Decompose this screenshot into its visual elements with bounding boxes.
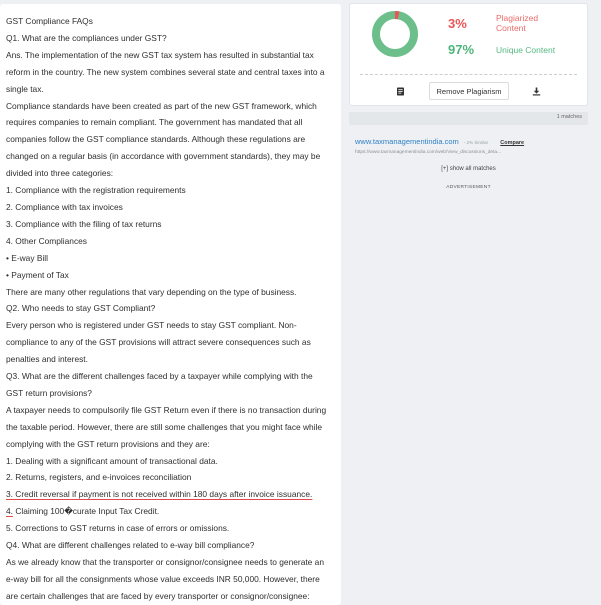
- advertisement-label: ADVERTISEMENT: [446, 185, 491, 190]
- match-item[interactable]: [355, 137, 585, 155]
- download-icon[interactable]: [523, 82, 549, 100]
- document-line: As we already know that the transporter or consignor/consignee needs to generate an: [6, 557, 324, 567]
- document-line: 2. Returns, registers, and e-invoices reconciliation: [6, 472, 192, 483]
- document-line: companies follow the GST compliance standards. Although these regulations are: [6, 134, 306, 145]
- document-text[interactable]: [0, 4, 341, 605]
- document-line: Ans. The implementation of the new GST tax system has resulted in substantial tax: [6, 49, 314, 60]
- remove-plagiarism-button[interactable]: Remove Plagiarism: [429, 82, 509, 100]
- document-line: • Payment of Tax: [6, 269, 69, 280]
- plagiarized-stat: [448, 13, 556, 33]
- show-all-matches-link[interactable]: [+] show all matches: [441, 166, 496, 172]
- document-line: Compliance standards have been created as part of the new GST framework, which: [6, 100, 317, 111]
- document-line: requires companies to remain compliant. The government has mandated that all: [6, 117, 303, 128]
- flagged-fragment: 4.: [6, 506, 13, 517]
- plagiarism-result-card: [349, 3, 588, 106]
- document-line: e-way bill for all the consignments whose value exceeds INR 50,000. However, there: [6, 573, 320, 584]
- document-line: complying with the GST return provisions and they are:: [6, 438, 210, 449]
- unique-label: Unique Content: [496, 44, 556, 55]
- document-line: penalties and interest.: [6, 354, 88, 365]
- document-line: compliance to any of the GST provisions will attract severe consequences such as: [6, 337, 311, 348]
- document-line: the taxable period. However, there are still some challenges that you might face while: [6, 421, 323, 432]
- document-line: A taxpayer needs to compulsorily file GST Return even if there is no transaction during: [6, 404, 327, 415]
- document-line: GST Compliance FAQs: [6, 16, 93, 26]
- document-line: GST return provisions?: [6, 387, 92, 398]
- document-line: 5. Corrections to GST returns in case of errors or omissions.: [6, 523, 230, 534]
- document-line: 4. Other Compliances: [6, 235, 87, 246]
- document-line: Q1. What are the compliances under GST?: [6, 32, 167, 43]
- compare-link[interactable]: Compare: [500, 140, 525, 146]
- document-line: [6, 503, 335, 520]
- document-line: 1. Dealing with a significant amount of transactional data.: [6, 455, 218, 466]
- document-line: There are many other regulations that vary depending on the type of business.: [6, 286, 297, 297]
- plagiarized-percent: 3%: [448, 15, 467, 31]
- result-toolbar: [350, 82, 587, 100]
- document-line: Q2. Who needs to stay GST Compliant?: [6, 303, 156, 314]
- document-line: Q4. What are different challenges related to e-way bill compliance?: [6, 540, 255, 551]
- document-line: Q3. What are the different challenges faced by a taxpayer while complying with the: [6, 371, 313, 382]
- document-icon[interactable]: [387, 82, 413, 100]
- matches-header: [349, 112, 588, 125]
- document-line: 2. Compliance with tax invoices: [6, 201, 123, 212]
- card-divider: [360, 74, 577, 75]
- matches-count: 1 matches: [556, 114, 582, 120]
- document-line: single tax.: [6, 83, 44, 94]
- match-domain-link[interactable]: www.taxmanagementindia.com: [355, 137, 459, 146]
- document-line: • E-way Bill: [6, 252, 49, 263]
- document-line-rest: Claiming 100�curate Input Tax Credit.: [13, 506, 160, 517]
- unique-arc: [376, 15, 414, 53]
- document-line: changed on a regular basis (in accordance with government standards), they may be: [6, 151, 321, 162]
- plagiarized-label: Plagiarized Content: [496, 13, 539, 33]
- document-line: reform in the country. The new system combines several state and central taxes into a: [6, 66, 325, 77]
- match-url[interactable]: https://www.taxmanagementindia.com/web/View_discussions_deta...: [355, 150, 502, 155]
- document-panel[interactable]: [0, 4, 341, 605]
- flagged-line: 3. Credit reversal if payment is not received within 180 days after invoice issuance.: [6, 489, 313, 500]
- unique-stat: [448, 42, 556, 57]
- document-line: are certain challenges that are faced by every transporter or consignor/consignee:: [6, 590, 310, 601]
- match-similarity: - 2% Similar: [463, 140, 489, 145]
- document-line: 3. Compliance with the filing of tax returns: [6, 218, 162, 229]
- document-line: Every person who is registered under GST needs to stay GST compliant. Non-: [6, 320, 297, 331]
- plagiarism-donut-chart: [370, 9, 420, 59]
- unique-percent: 97%: [448, 42, 475, 57]
- document-line: divided into three categories:: [6, 168, 114, 179]
- document-line: 1. Compliance with the registration requirements: [6, 185, 186, 196]
